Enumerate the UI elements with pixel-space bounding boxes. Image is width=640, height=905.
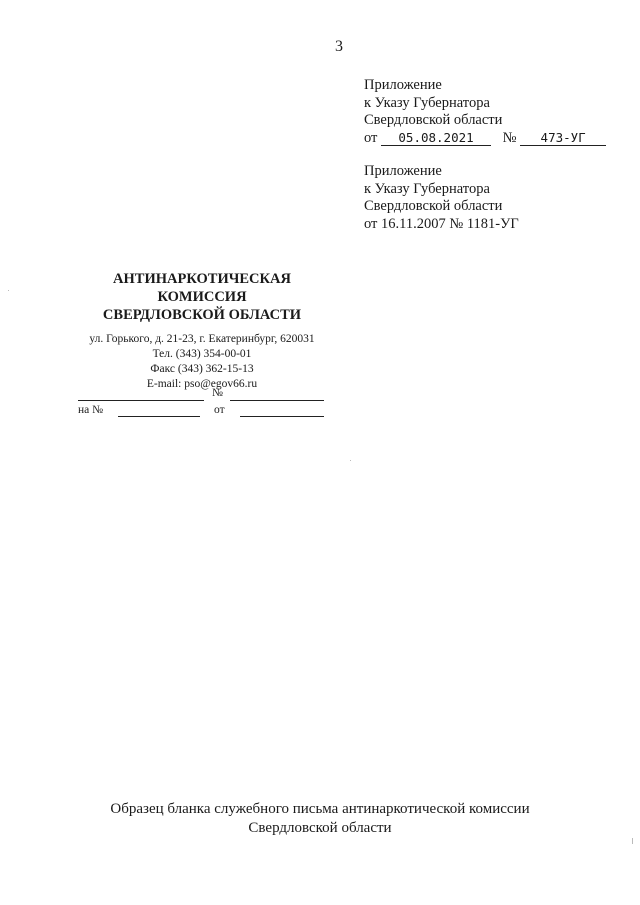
appendix-current-date-row xyxy=(364,130,606,148)
appendix-original-line3: Свердловской области xyxy=(364,198,503,214)
appendix-original-line2: к Указу Губернатора xyxy=(364,180,490,197)
outgoing-number-line[interactable] xyxy=(230,400,324,401)
decree-number: 473-УГ xyxy=(520,130,606,146)
appendix-original-line1: Приложение xyxy=(364,163,442,179)
page-number: 3 xyxy=(335,38,343,55)
reply-from-label: от xyxy=(214,404,225,416)
appendix-original-line4: от 16.11.2007 № 1181-УГ xyxy=(364,215,519,232)
outgoing-number-sign: № xyxy=(212,387,223,399)
scan-speck xyxy=(350,460,351,461)
org-line3: СВЕРДЛОВСКОЙ ОБЛАСТИ xyxy=(102,307,302,323)
incoming-registration-row xyxy=(78,404,328,424)
appendix-current-line2: к Указу Губернатора xyxy=(364,94,490,111)
org-line1: АНТИНАРКОТИЧЕСКАЯ xyxy=(113,271,291,287)
date-prefix: от xyxy=(364,129,378,146)
caption-line1: Образец бланка служебного письма антинаркотической комиссии xyxy=(110,801,530,817)
org-line2: КОМИССИЯ xyxy=(157,289,247,305)
organization-name xyxy=(78,270,326,324)
org-email: E-mail: pso@egov66.ru xyxy=(146,378,258,390)
caption-line2: Свердловской области xyxy=(248,820,392,836)
letterhead xyxy=(78,270,326,392)
number-prefix: № xyxy=(502,129,517,146)
outgoing-date-line[interactable] xyxy=(78,400,204,401)
org-fax: Факс (343) 362-15-13 xyxy=(150,363,254,375)
scan-speck xyxy=(632,838,633,844)
scan-speck xyxy=(8,290,9,291)
document-caption xyxy=(0,800,640,838)
reply-to-number-line[interactable] xyxy=(118,416,200,417)
reply-to-label: на № xyxy=(78,404,104,416)
appendix-current-block xyxy=(364,77,606,147)
appendix-original-block xyxy=(364,163,519,233)
org-address: ул. Горького, д. 21-23, г. Екатеринбург, 620031 xyxy=(89,333,315,345)
reply-from-date-line[interactable] xyxy=(240,416,324,417)
appendix-current-line3: Свердловской области xyxy=(364,112,503,128)
org-phone: Тел. (343) 354-00-01 xyxy=(152,348,252,360)
appendix-current-line1: Приложение xyxy=(364,77,442,93)
decree-date: 05.08.2021 xyxy=(381,130,491,146)
